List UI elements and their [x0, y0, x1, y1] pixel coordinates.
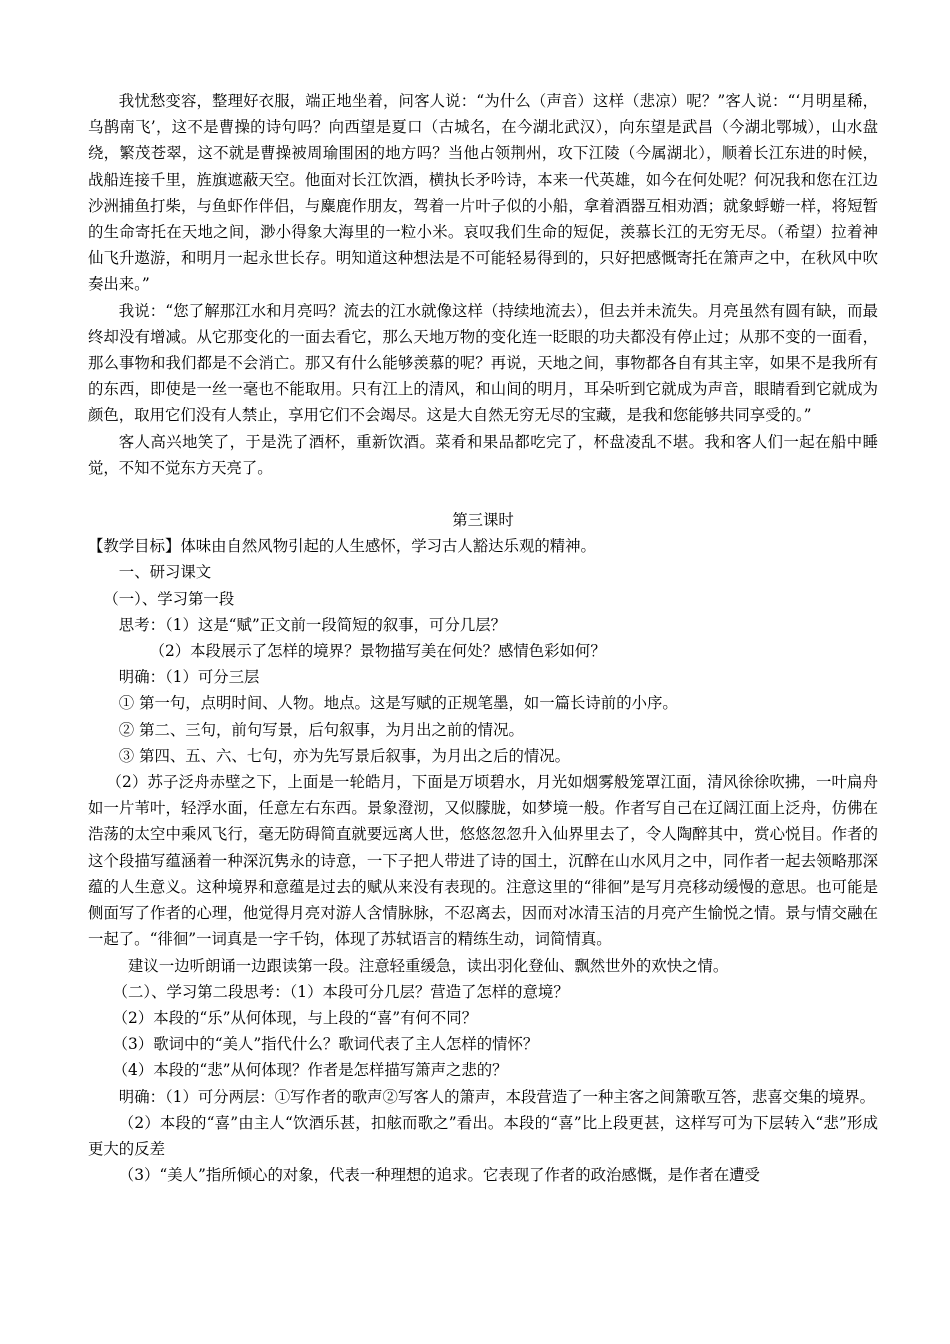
list-item-3: ③ 第四、五、六、七句，亦为先写景后叙事，为月出之后的情况。	[118, 746, 571, 765]
teaching-goal: 【教学目标】体味由自然风物引起的人生感怀，学习古人豁达乐观的精神。	[88, 537, 596, 556]
answer-2: 明确：（1）可分两层：①写作者的歌声②写客人的箫声，本段营造了一种主客之间箫歌互答，悲喜交集的境界。	[118, 1087, 876, 1106]
question-3: （2）本段的“乐”从何体现，与上段的“喜”有何不同？	[112, 1008, 478, 1027]
question-1: 思考：（1）这是“赋”正文前一段简短的叙事，可分几层？	[118, 615, 507, 634]
question-4: （3）歌词中的“美人”指代什么？歌词代表了主人怎样的情怀？	[112, 1035, 539, 1054]
paragraph-reading-advice: 建议一边听朗诵一边跟读第一段。注意轻重缓急，读出羽化登仙、飘然世外的欢快之情。	[128, 956, 729, 975]
subsection-title-1: （一）、学习第一段	[103, 589, 235, 608]
answer-3: （2）本段的“喜”由主人“饮酒乐甚，扣舷而歌之”看出。本段的“喜”比上段更甚，这样写可为下层转入“悲”形成更大的反差	[88, 1113, 878, 1158]
list-item-2: ② 第二、三句，前句写景，后句叙事，为月出之前的情况。	[118, 720, 524, 739]
lesson-heading: 第三课时	[452, 511, 514, 530]
paragraph-translation-1: 我忧愁变容，整理好衣服，端正地坐着，问客人说：“为什么（声音）这样（悲凉）呢？”客人说：“‘月明星稀，乌鹊南飞’，这不是曹操的诗句吗？向西望是夏口（古城名，在今湖北武汉），向东望是武昌（今湖北鄂城），山水盘绕，繁茂苍翠，这不就是曹操被周瑜围困的地方吗？当他占领荆州，攻下江陵（今属湖北），顺着长江东进的时候，战船连接千里，旌旗遮蔽天空。他面对长江饮酒，横执长矛吟诗，本来一代英雄，如今在何处呢？何况我和您在江边沙洲捕鱼打柴，与鱼虾作伴侣，与麋鹿作朋友，驾着一片叶子似的小船，拿着酒器互相劝酒；就象蜉蝣一样，将短暂的生命寄托在天地之间，渺小得象大海里的一粒小米。哀叹我们生命的短促，羡慕长江的无穷无尽。（希望）拉着神仙飞升遨游，和明月一起永世长存。明知道这种想法是不可能轻易得到的，只好把感慨寄托在箫声之中，在秋风中吹奏出来。”	[88, 92, 878, 294]
paragraph-analysis: （2）苏子泛舟赤壁之下，上面是一轮皓月，下面是万顷碧水，月光如烟雾般笼罩江面，清风徐徐吹拂，一叶扁舟如一片苇叶，轻浮水面，任意左右东西。景象澄沏，又似朦胧，如梦境一般。作者写自己在辽阔江面上泛舟，仿佛在浩荡的太空中乘风飞行，毫无防碍简直就要远离人世，悠悠忽忽升入仙界里去了，令人陶醉其中，赏心悦目。作者的这个段描写蕴涵着一种深沉隽永的诗意，一下子把人带进了诗的国土，沉醉在山水风月之中，同作者一起去领略那深蕴的人生意义。这种境界和意蕴是过去的赋从来没有表现的。注意这里的“徘徊”是写月亮移动缓慢的意思。也可能是侧面写了作者的心理，他觉得月亮对游人含情脉脉，不忍离去，因而对冰清玉洁的月亮产生愉悦之情。景与情交融在一起了。“徘徊”一词真是一字千钧，体现了苏轼语言的精练生动，词简情真。	[88, 773, 878, 949]
answer-1: 明确：（1）可分三层	[118, 668, 260, 687]
subsection-title-2: （二）、学习第二段思考：（1）本段可分几层？营造了怎样的意境？	[112, 982, 569, 1001]
section-gap	[88, 481, 878, 507]
document-page	[88, 88, 878, 1188]
paragraph-translation-3: 客人高兴地笑了，于是洗了酒杯，重新饮酒。菜肴和果品都吃完了，杯盘凌乱不堪。我和客人们一起在船中睡觉，不知不觉东方天亮了。	[88, 432, 878, 477]
answer-4: （3）“美人”指所倾心的对象，代表一种理想的追求。它表现了作者的政治感慨，是作者在遭受	[118, 1166, 760, 1185]
list-item-1: ① 第一句，点明时间、人物。地点。这是写赋的正规笔墨，如一篇长诗前的小序。	[118, 694, 678, 713]
paragraph-translation-2: 我说：“您了解那江水和月亮吗？流去的江水就像这样（持续地流去），但去并未流失。月亮虽然有圆有缺，而最终却没有增减。从它那变化的一面去看它，那么天地万物的变化连一眨眼的功夫都没有停止过；从那不变的一面看，那么事物和我们都是不会消亡。那又有什么能够羡慕的呢？再说，天地之间，事物都各自有其主宰，如果不是我所有的东西，即使是一丝一毫也不能取用。只有江上的清风，和山间的明月，耳朵听到它就成为声音，眼睛看到它就成为颜色，取用它们没有人禁止，享用它们不会竭尽。这是大自然无穷无尽的宝藏，是我和您能够共同享受的。”	[88, 301, 878, 425]
section-title-study: 一、研习课文	[118, 563, 212, 582]
question-2: （2）本段展示了怎样的境界？景物描写美在何处？感情色彩如何？	[149, 642, 606, 661]
question-5: （4）本段的“悲”从何体现？作者是怎样描写箫声之悲的？	[112, 1061, 508, 1080]
